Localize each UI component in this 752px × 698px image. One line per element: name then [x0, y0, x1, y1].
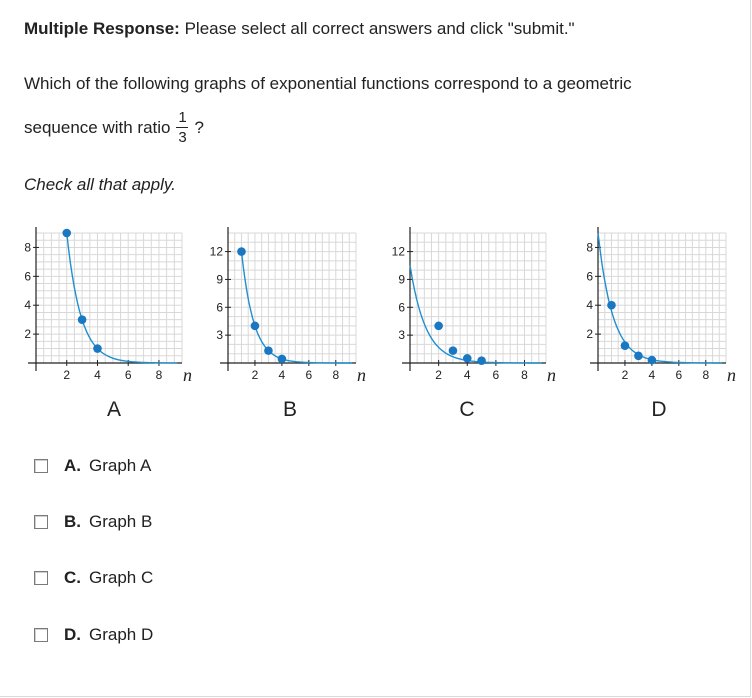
- graph-d-point: [634, 351, 643, 360]
- option-b-label: Graph B: [89, 512, 153, 531]
- graph-b-axis-variable: n: [357, 365, 366, 385]
- graph-b-y-tick-label: 12: [209, 244, 223, 259]
- graph-b-point: [264, 346, 273, 355]
- graph-c-x-tick-label: 2: [435, 368, 442, 382]
- graph-a-y-tick-label: 8: [24, 240, 31, 255]
- graph-c-curve: [410, 266, 542, 364]
- graph-a-x-tick-label: 4: [94, 368, 101, 382]
- graph-a-label: A: [106, 398, 122, 421]
- graph-b-x-tick-label: 6: [305, 368, 313, 382]
- option-a-label: Graph A: [89, 456, 152, 475]
- graph-d-y-tick-label: 2: [586, 327, 593, 342]
- graph-c-point: [434, 322, 443, 331]
- option-c[interactable]: [34, 568, 153, 588]
- graph-b-point: [251, 322, 260, 331]
- graph-a-x-tick-label: 2: [63, 368, 71, 382]
- graph-c-axis-variable: n: [547, 365, 556, 385]
- option-c-letter: C.: [64, 568, 81, 587]
- graph-d-label: D: [651, 398, 667, 421]
- graph-d-x-tick-label: 2: [621, 368, 629, 382]
- graph-d-x-tick-label: 4: [648, 368, 656, 382]
- graph-c-y-tick-label: 12: [391, 244, 405, 259]
- graph-b-y-tick-label: 6: [216, 300, 223, 315]
- option-a[interactable]: [34, 456, 151, 476]
- graph-a-axis-variable: n: [183, 365, 192, 385]
- graph-b-y-tick-label: 9: [216, 272, 223, 287]
- graph-c-point: [449, 346, 458, 355]
- question-text-ratio: sequence with ratio: [24, 117, 171, 137]
- option-b[interactable]: [34, 512, 152, 532]
- graph-d-y-tick-label: 8: [586, 240, 593, 255]
- option-d-label: Graph D: [89, 625, 154, 644]
- graph-c-point: [477, 356, 486, 365]
- graph-b-y-tick-label: 3: [216, 328, 223, 343]
- option-c-label: Graph C: [89, 568, 154, 587]
- checkbox-b[interactable]: [34, 515, 48, 529]
- question-mark: ?: [194, 117, 204, 137]
- ratio-denominator: 3: [178, 129, 187, 146]
- graph-d-point: [607, 301, 616, 310]
- option-d-letter: D.: [64, 625, 81, 644]
- graph-c-point: [463, 354, 472, 363]
- graph-d-point: [648, 356, 657, 365]
- graph-a-x-tick-label: 6: [124, 368, 132, 382]
- graph-c-x-tick-label: 6: [492, 368, 500, 382]
- graph-d-point: [621, 341, 630, 350]
- graphs-figure: [0, 215, 752, 430]
- graph-d-y-tick-label: 4: [586, 298, 593, 313]
- question-text: Which of the following graphs of exponential functions correspond to a geometric: [24, 74, 632, 93]
- checkbox-d[interactable]: [34, 628, 48, 642]
- prompt-heading: [24, 19, 575, 39]
- checkbox-a[interactable]: [34, 459, 48, 473]
- graph-a-y-tick-label: 4: [24, 298, 31, 313]
- graph-d-x-tick-label: 8: [702, 368, 710, 382]
- graph-b-x-tick-label: 2: [251, 368, 259, 382]
- graph-a-y-tick-label: 6: [24, 269, 31, 284]
- question-ratio-line: [24, 110, 204, 145]
- graph-b-x-tick-label: 8: [332, 368, 340, 382]
- graph-b-point: [237, 247, 246, 256]
- graph-c-y-tick-label: 6: [398, 300, 405, 315]
- graph-a-point: [93, 344, 102, 353]
- graph-b-x-tick-label: 4: [278, 368, 286, 382]
- graph-d-axis-variable: n: [727, 365, 736, 385]
- ratio-fraction: [176, 110, 188, 145]
- option-d[interactable]: [34, 625, 153, 645]
- graph-c-y-tick-label: 3: [398, 328, 405, 343]
- prompt-instructions: Please select all correct answers and click "submit.": [184, 19, 575, 38]
- graph-c-x-tick-label: 4: [463, 368, 471, 382]
- graph-a-y-tick-label: 2: [24, 327, 31, 342]
- graph-b-label: B: [282, 398, 298, 421]
- fraction-bar: [176, 127, 188, 128]
- question-type-label: Multiple Response:: [24, 19, 180, 38]
- graph-a-point: [62, 229, 71, 238]
- ratio-numerator: 1: [178, 109, 187, 126]
- graph-a-point: [78, 315, 87, 324]
- graph-c-y-tick-label: 9: [398, 272, 405, 287]
- option-a-letter: A.: [64, 456, 81, 475]
- graph-a-x-tick-label: 8: [155, 368, 163, 382]
- graph-c-label: C: [459, 398, 475, 421]
- graph-d-x-tick-label: 6: [675, 368, 683, 382]
- graph-b-point: [278, 355, 287, 364]
- check-all-instruction: Check all that apply.: [24, 175, 176, 194]
- graph-d-y-tick-label: 6: [586, 269, 593, 284]
- checkbox-c[interactable]: [34, 571, 48, 585]
- option-b-letter: B.: [64, 512, 81, 531]
- graph-c-x-tick-label: 8: [521, 368, 528, 382]
